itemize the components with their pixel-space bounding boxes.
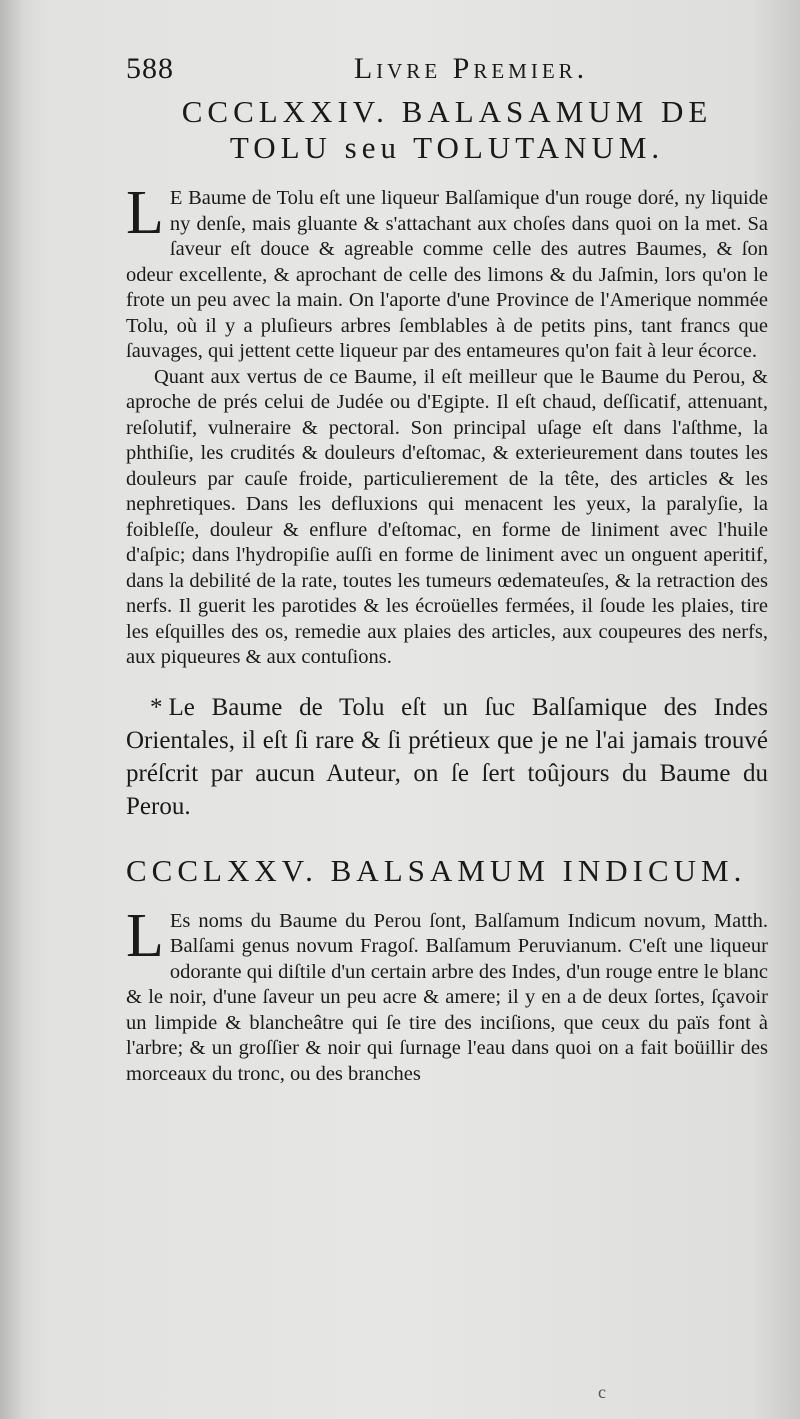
- section-heading-line2: TOLU seu TOLUTANUM.: [229, 130, 665, 165]
- drop-cap: L: [126, 901, 164, 970]
- note-text: Le Baume de Tolu eſt un ſuc Balſamique des Indes Orientales, il eſt ſi rare & ſi prétieux que je ne l'ai jamais trouvé préſcrit par aucun Auteur, on ſe ſert toûjours du Baume du Perou.: [126, 693, 768, 820]
- asterisk-marker: *: [150, 693, 163, 721]
- drop-cap: L: [126, 179, 164, 247]
- paragraph-names-text: Es noms du Baume du Perou ſont, Balſamum Indicum novum, Matth. Balſami genus novum Fragoſ. Balſamum Peruvianum. C'eſt une liqueur odorante qui diſtile d'un certain arbre des Indes, d'un rouge entre le blanc & le noir, d'une ſaveur un peu acre & amere; il y en a de deux ſortes, ſçavoir un limpide & blancheâtre qui ſe tire des inciſions, que ceux du païs font à l'arbre; & un groſſier & noir qui ſurnage l'eau dans quoi on a fait boüillir des morceaux du tronc, ou des branches: [126, 909, 768, 1085]
- paragraph-description-text: E Baume de Tolu eſt une liqueur Balſamique d'un rouge doré, ny liquide ny denſe, mais gluante & s'attachant aux choſes dans quoi on la met. Sa ſaveur eſt douce & agreable comme celle des autres Baumes, & ſon odeur excellente, & aprochant de celle des limons & du Jaſmin, lors qu'on le frote un peu avec la main. On l'aporte d'une Province de l'Amerique nommée Tolu, où il y a pluſieurs arbres ſemblables à de petits pins, tant francs que ſauvages, qui jettent cette liqueur par des entameures qu'on fait à leur écorce.: [126, 187, 768, 362]
- running-head: [126, 52, 768, 86]
- faint-mark: c: [598, 1382, 606, 1402]
- paragraph-description: [126, 179, 768, 365]
- paragraph-virtues: Quant aux vertus de ce Baume, il eſt meilleur que le Baume du Perou, & aproche de prés celui de Judée ou d'Egipte. Il eſt chaud, deſſicatif, attenuant, reſolutif, vulneraire & pectoral. Son principal uſage eſt dans l'aſthme, la phthiſie, les crudités & douleurs d'eſtomac, & exterieurement dans toutes les douleurs par cauſe froide, particulierement de la tête, des articles & les nephretiques. Dans les defluxions qui menacent les yeux, la paralyſie, la foibleſſe, douleur & enflure d'eſtomac, en forme de liniment avec l'huile d'aſpic; dans l'hydropiſie auſſi en forme de liniment avec un onguent aperitif, dans la debilité de la rate, toutes les tumeurs œdemateuſes, & la retraction des nerfs. Il guerit les parotides & les écroüelles fermées, il ſoude les plaies, tire les eſquilles des os, remedie aux plaies des articles, aux coupeures des nerfs, aux piqueures & aux contuſions.: [126, 365, 768, 668]
- paragraph-names: [126, 901, 768, 1088]
- running-title: Livre Premier.: [353, 52, 589, 85]
- section-heading-indicum: CCCLXXV. BALSAMUM INDICUM.: [126, 852, 747, 888]
- note-paragraph: [126, 691, 768, 823]
- section-heading-tolu: [126, 94, 768, 166]
- section-heading-line1: CCCLXXIV. BALASAMUM DE: [181, 94, 713, 129]
- page-number: 588: [126, 52, 174, 85]
- page-gutter-shadow: [0, 0, 22, 1419]
- page-content: [126, 52, 768, 1087]
